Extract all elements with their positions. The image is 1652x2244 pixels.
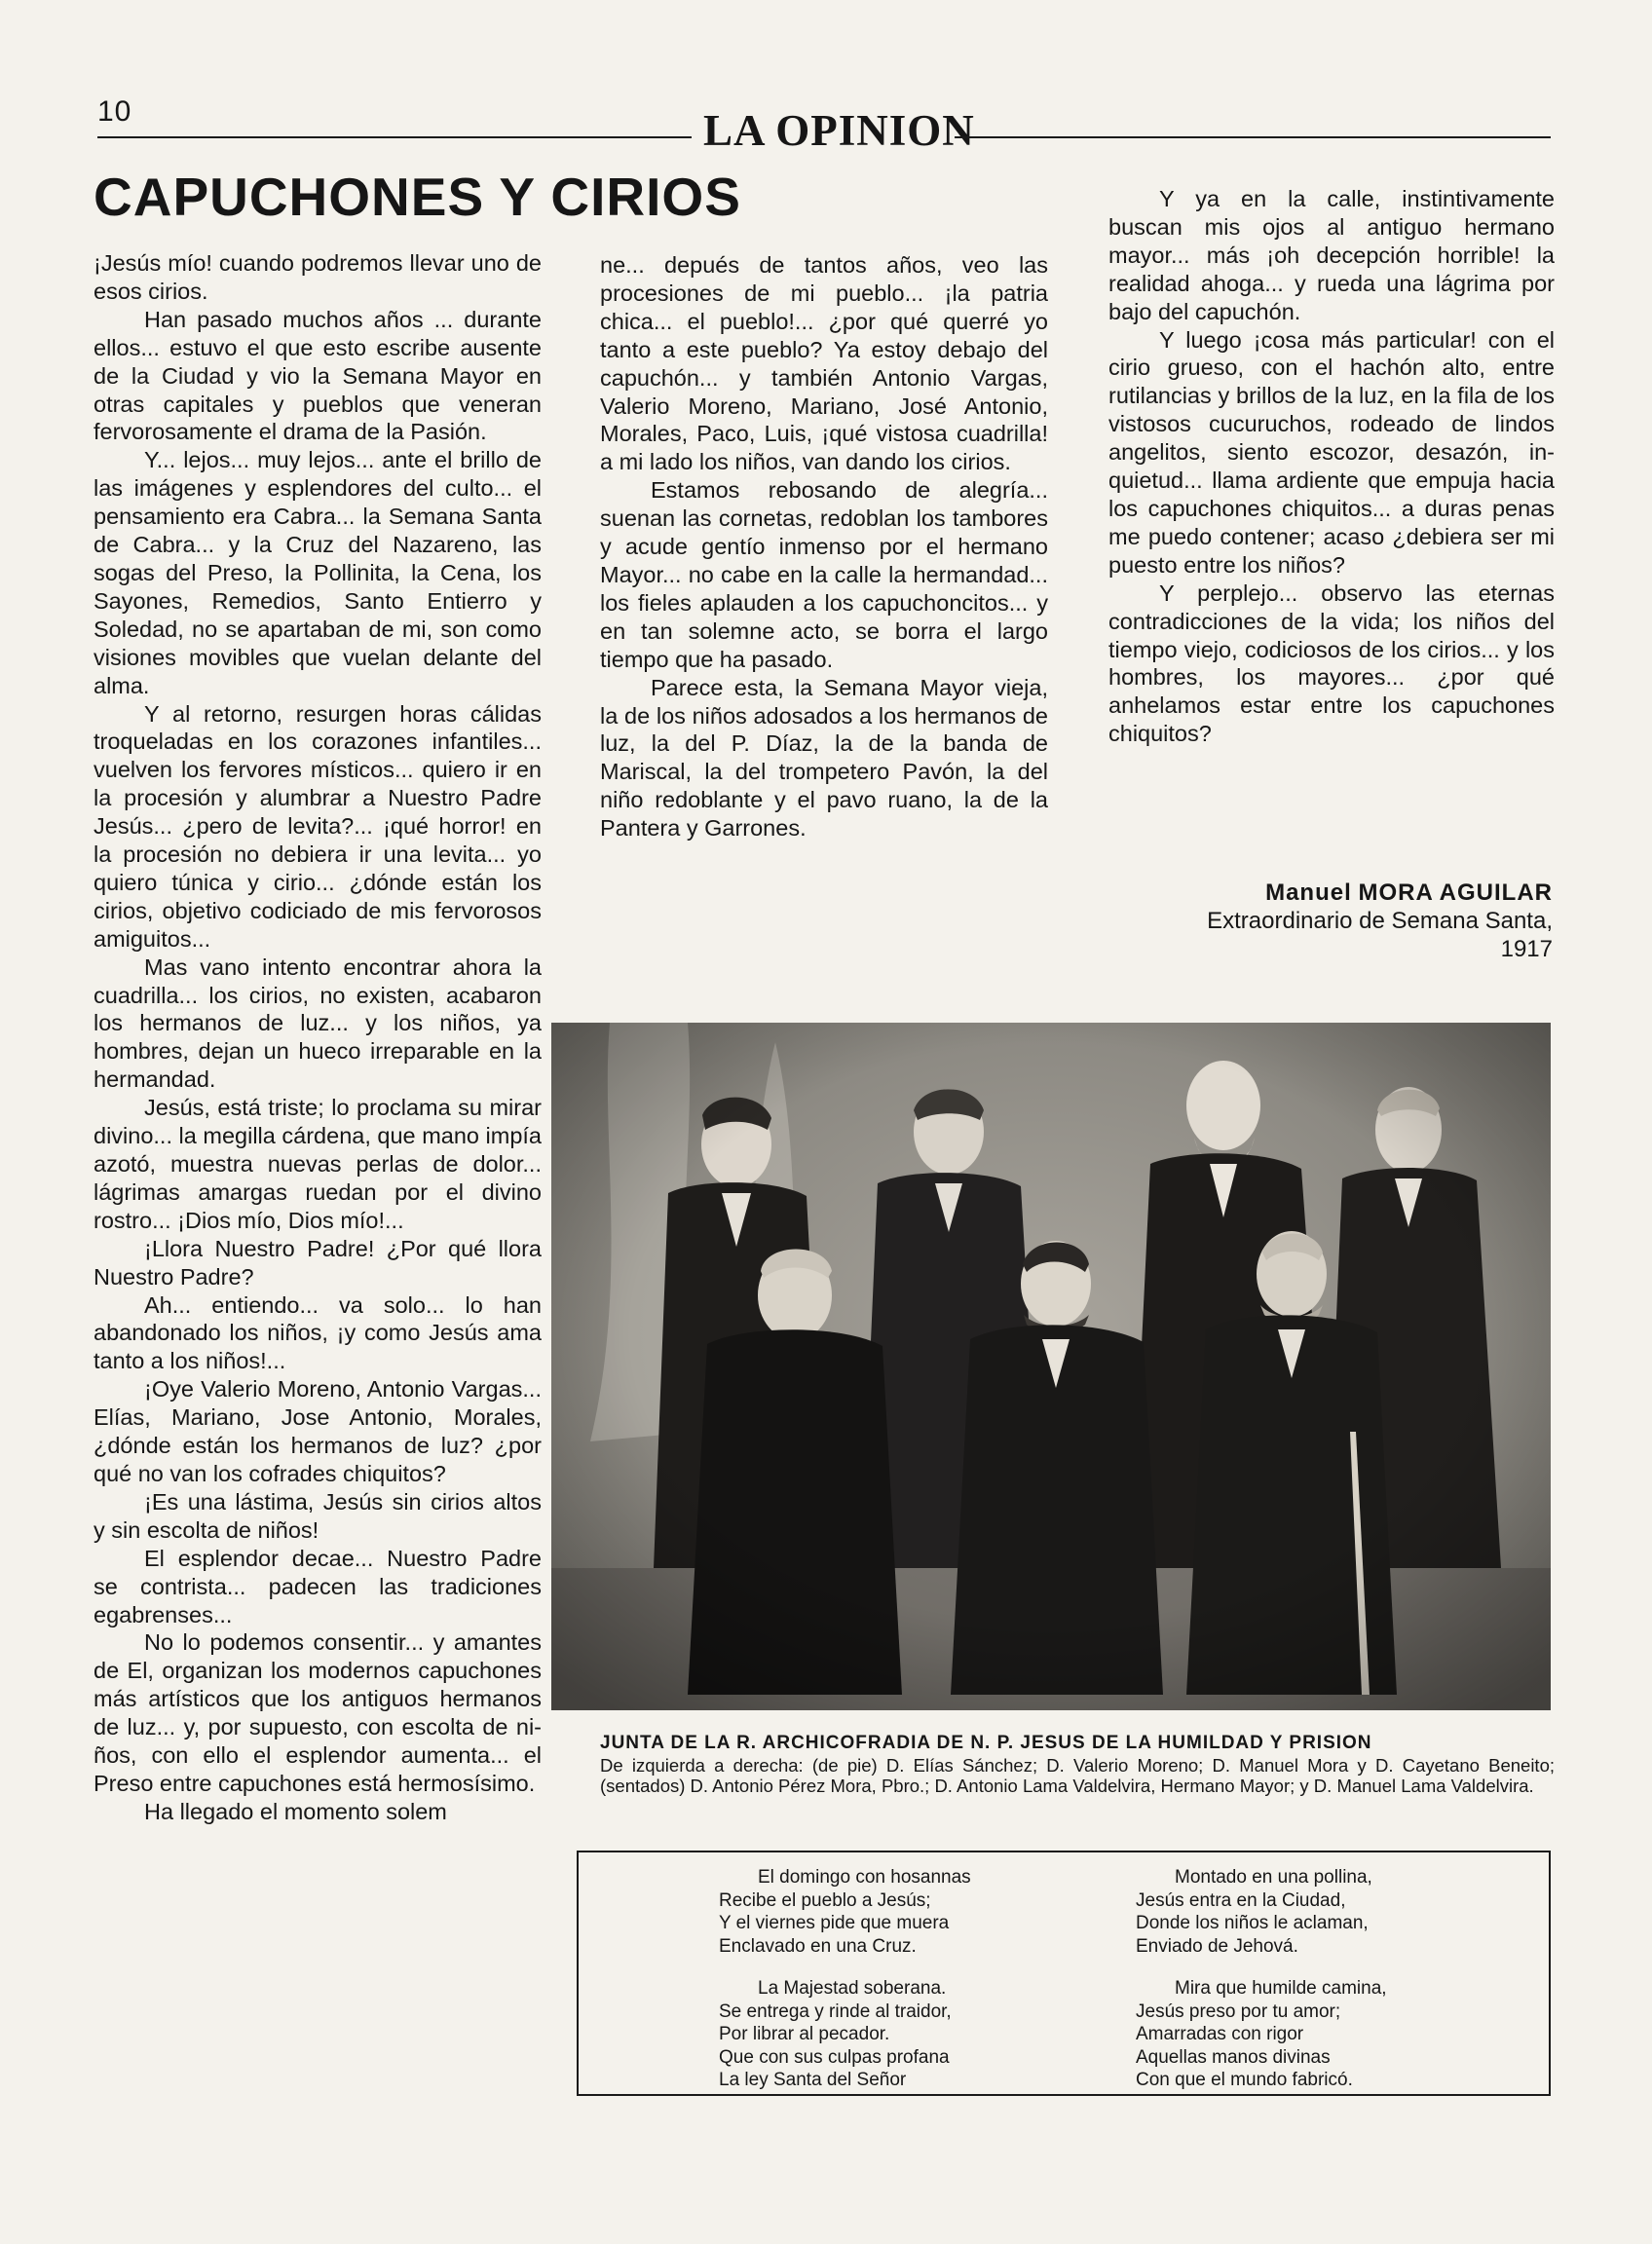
- article-paragraph: ne... depués de tantos años, veo las procesiones de mi pueblo... ¡la patria chica... el pueblo!... ¿por qué querré yo tanto a este pueblo? Ya estoy debajo del capuchón... y también Antonio Vargas, Valerio Moreno, Mariano, José Antonio, Morales, Paco, Luis, ¡qué vistosa cuadrilla! a mi lado los niños, van dando los cirios.: [600, 252, 1048, 475]
- article-year: 1917: [1500, 936, 1553, 962]
- poem-line: Enclavado en una Cruz.: [719, 1935, 917, 1957]
- article-paragraph: Ha llegado el momento solem: [144, 1798, 447, 1824]
- page-number: 10: [97, 95, 132, 128]
- group-photograph: [551, 1023, 1551, 1710]
- poem-line: Con que el mundo fabricó.: [1136, 2070, 1353, 2090]
- poem-stanza-4: [1136, 1977, 1387, 2092]
- poem-line: La Majestad soberana.: [758, 1978, 947, 1999]
- poem-line: Recibe el pueblo a Jesús;: [719, 1889, 931, 1911]
- photo-vignette: [551, 1023, 1551, 1710]
- poem-line: Se entrega y rinde al traidor,: [719, 2001, 952, 2022]
- article-paragraph: Mas vano intento encontrar ahora la cuadrilla... los cirios, no existen, acabaron los hermanos de luz... y los niños, ya hombres, dejan un hueco irreparable en la hermandad.: [94, 954, 542, 1093]
- poem-stanza-2: [719, 1977, 952, 2092]
- article-paragraph: Ah... entiendo... va solo... lo han abandonado los niños, ¡y como Jesús ama tanto a los niños!...: [94, 1291, 542, 1374]
- article-paragraph: Parece esta, la Semana Mayor vieja, la de los niños adosados a los hermanos de luz, la del P. Díaz, la de la banda de Mariscal, la del trompetero Pavón, la del niño redoblante y el pavo ruano, la de la Pantera y Garrones.: [600, 674, 1048, 842]
- article-paragraph: Y... lejos... muy lejos... ante el brillo de las imágenes y esplendores del culto... el pensamiento era Cabra... la Semana Santa de Cabra... y la Cruz del Nazareno, las sogas del Preso, la Pollinita, la Cena, los Sayones, Remedios, Santo Entierro y Soledad, no se apartaban de mi, son como visiones movibles que vuelan delante del alma.: [94, 447, 542, 698]
- poem-line: El domingo con hosannas: [758, 1867, 971, 1888]
- article-column-2: [600, 251, 1048, 842]
- article-paragraph: Estamos rebosando de alegría... suenan las cornetas, redoblan los tambores y acude gentío inmenso por el hermano Mayor... no cabe en la calle la hermandad... los fieles aplauden a los capuchoncitos... y en tan solemne acto, se borra el largo tiempo que ha pasado.: [600, 477, 1048, 672]
- poem-line: Jesús preso por tu amor;: [1136, 2001, 1341, 2022]
- caption-text: De izquierda a derecha: (de pie) D. Elías Sánchez; D. Valerio Moreno; D. Manuel Mora y D. Cayetano Beneito; (sentados) D. Antonio Pérez Mora, Pbro.; D. Antonio Lama Valdelvira, Hermano Mayor; y D. Manuel Lama Valdelvira.: [600, 1755, 1555, 1796]
- author-first-name: Manuel: [1265, 879, 1352, 906]
- article-source: Extraordinario de Semana Santa,: [1207, 908, 1553, 934]
- masthead-rule-left: [97, 136, 692, 138]
- author-last-name: MORA AGUILAR: [1358, 879, 1553, 906]
- article-paragraph: ¡Llora Nuestro Padre! ¿Por qué llora Nuestro Padre?: [94, 1235, 542, 1290]
- article-column-1: [94, 249, 542, 1826]
- article-paragraph: No lo podemos consentir... y amantes de El, organizan los modernos capuchones más artísticos que los antiguos hermanos de luz... y, por supuesto, con escolta de niños, con ello el esplendor aumenta... el Preso entre capuchones está hermosísimo.: [94, 1629, 542, 1796]
- author-byline: [1108, 879, 1553, 907]
- article-paragraph: Y luego ¡cosa más particular! con el cirio grueso, con el hachón alto, entre rutilancias y brillos de la luz, en la fila de los vistosos cucuruchos, rodeado de lindos angelitos, siento escozor, desazón, inquietud... llama ardiente que empuja hacia los capuchones chiquitos... a duras penas me puedo contener; acaso ¿debiera ser mi puesto entre los niños?: [1108, 326, 1555, 578]
- poem-box: [577, 1851, 1551, 2096]
- article-signature: [1108, 879, 1553, 963]
- article-paragraph: ¡Oye Valerio Moreno, Antonio Vargas... Elías, Mariano, Jose Antonio, Morales, ¿dónde están los hermanos de luz? ¿por qué no van los cofrades chiquitos?: [94, 1376, 542, 1486]
- poem-stanza-3: [1136, 1866, 1372, 1958]
- poem-line: Montado en una pollina,: [1175, 1867, 1372, 1888]
- poem-line: Mira que humilde camina,: [1175, 1978, 1387, 1999]
- article-paragraph: ¡Jesús mío! cuando podremos llevar uno de esos cirios.: [94, 250, 542, 304]
- poem-line: Amarradas con rigor: [1136, 2024, 1304, 2044]
- masthead-rule-right: [955, 136, 1551, 138]
- poem-stanza-1: [719, 1866, 971, 1958]
- caption-title: JUNTA DE LA R. ARCHICOFRADIA DE N. P. JESUS DE LA HUMILDAD Y PRISION: [600, 1733, 1372, 1753]
- article-paragraph: Y perplejo... observo las eternas contradicciones de la vida; los niños del tiempo viejo, codiciosos de los cirios... y los hombres, los mayores... ¿por qué anhelamos estar entre los capuchones chiquitos?: [1108, 580, 1555, 747]
- article-paragraph: Y al retorno, resurgen horas cálidas troqueladas en los corazones infantiles... vuelven los fervores místicos... quiero ir en la procesión y alumbrar a Nuestro Padre Jesús... ¿pero de levita?... ¡qué horror! en la procesión no debiera ir una levita... yo quiero túnica y cirio... ¿dónde están los cirios, objetivo codiciado de mis fervorosos amiguitos...: [94, 700, 542, 952]
- publication-title: LA OPINION: [703, 106, 975, 155]
- poem-line: Aquellas manos divinas: [1136, 2046, 1331, 2068]
- poem-line: La ley Santa del Señor: [719, 2070, 907, 2090]
- article-paragraph: Jesús, está triste; lo proclama su mirar divino... la megilla cárdena, que mano impía azotó, muestra nuevas perlas de dolor... lágrimas amargas ruedan por el divino rostro... ¡Dios mío, Dios mío!...: [94, 1095, 542, 1233]
- article-column-3: [1108, 185, 1555, 748]
- poem-line: Jesús entra en la Ciudad,: [1136, 1889, 1346, 1911]
- poem-line: Donde los niños le aclaman,: [1136, 1913, 1369, 1933]
- poem-line: Que con sus culpas profana: [719, 2046, 950, 2068]
- poem-line: Por librar al pecador.: [719, 2024, 890, 2044]
- article-paragraph: ¡Es una lástima, Jesús sin cirios altos y sin escolta de niños!: [94, 1488, 542, 1543]
- poem-line: Y el viernes pide que muera: [719, 1913, 950, 1933]
- article-paragraph: Y ya en la calle, instintivamente buscan mis ojos al antiguo hermano mayor... más ¡oh decepción horrible! la realidad ahoga... y rueda una lágrima por bajo del capuchón.: [1108, 186, 1555, 324]
- article-paragraph: Han pasado muchos años ... durante ellos... estuvo el que esto escribe ausente de la Ciudad y vio la Semana Mayor en otras capitales y pueblos que veneran fervorosamente el drama de la Pasión.: [94, 306, 542, 445]
- photo-caption: [600, 1732, 1555, 1796]
- article-title: CAPUCHONES Y CIRIOS: [94, 167, 741, 227]
- article-paragraph: El esplendor decae... Nuestro Padre se contrista... padecen las tradiciones egabrenses...: [94, 1545, 542, 1627]
- poem-line: Enviado de Jehová.: [1136, 1935, 1298, 1957]
- photo-illustration: [551, 1023, 1551, 1710]
